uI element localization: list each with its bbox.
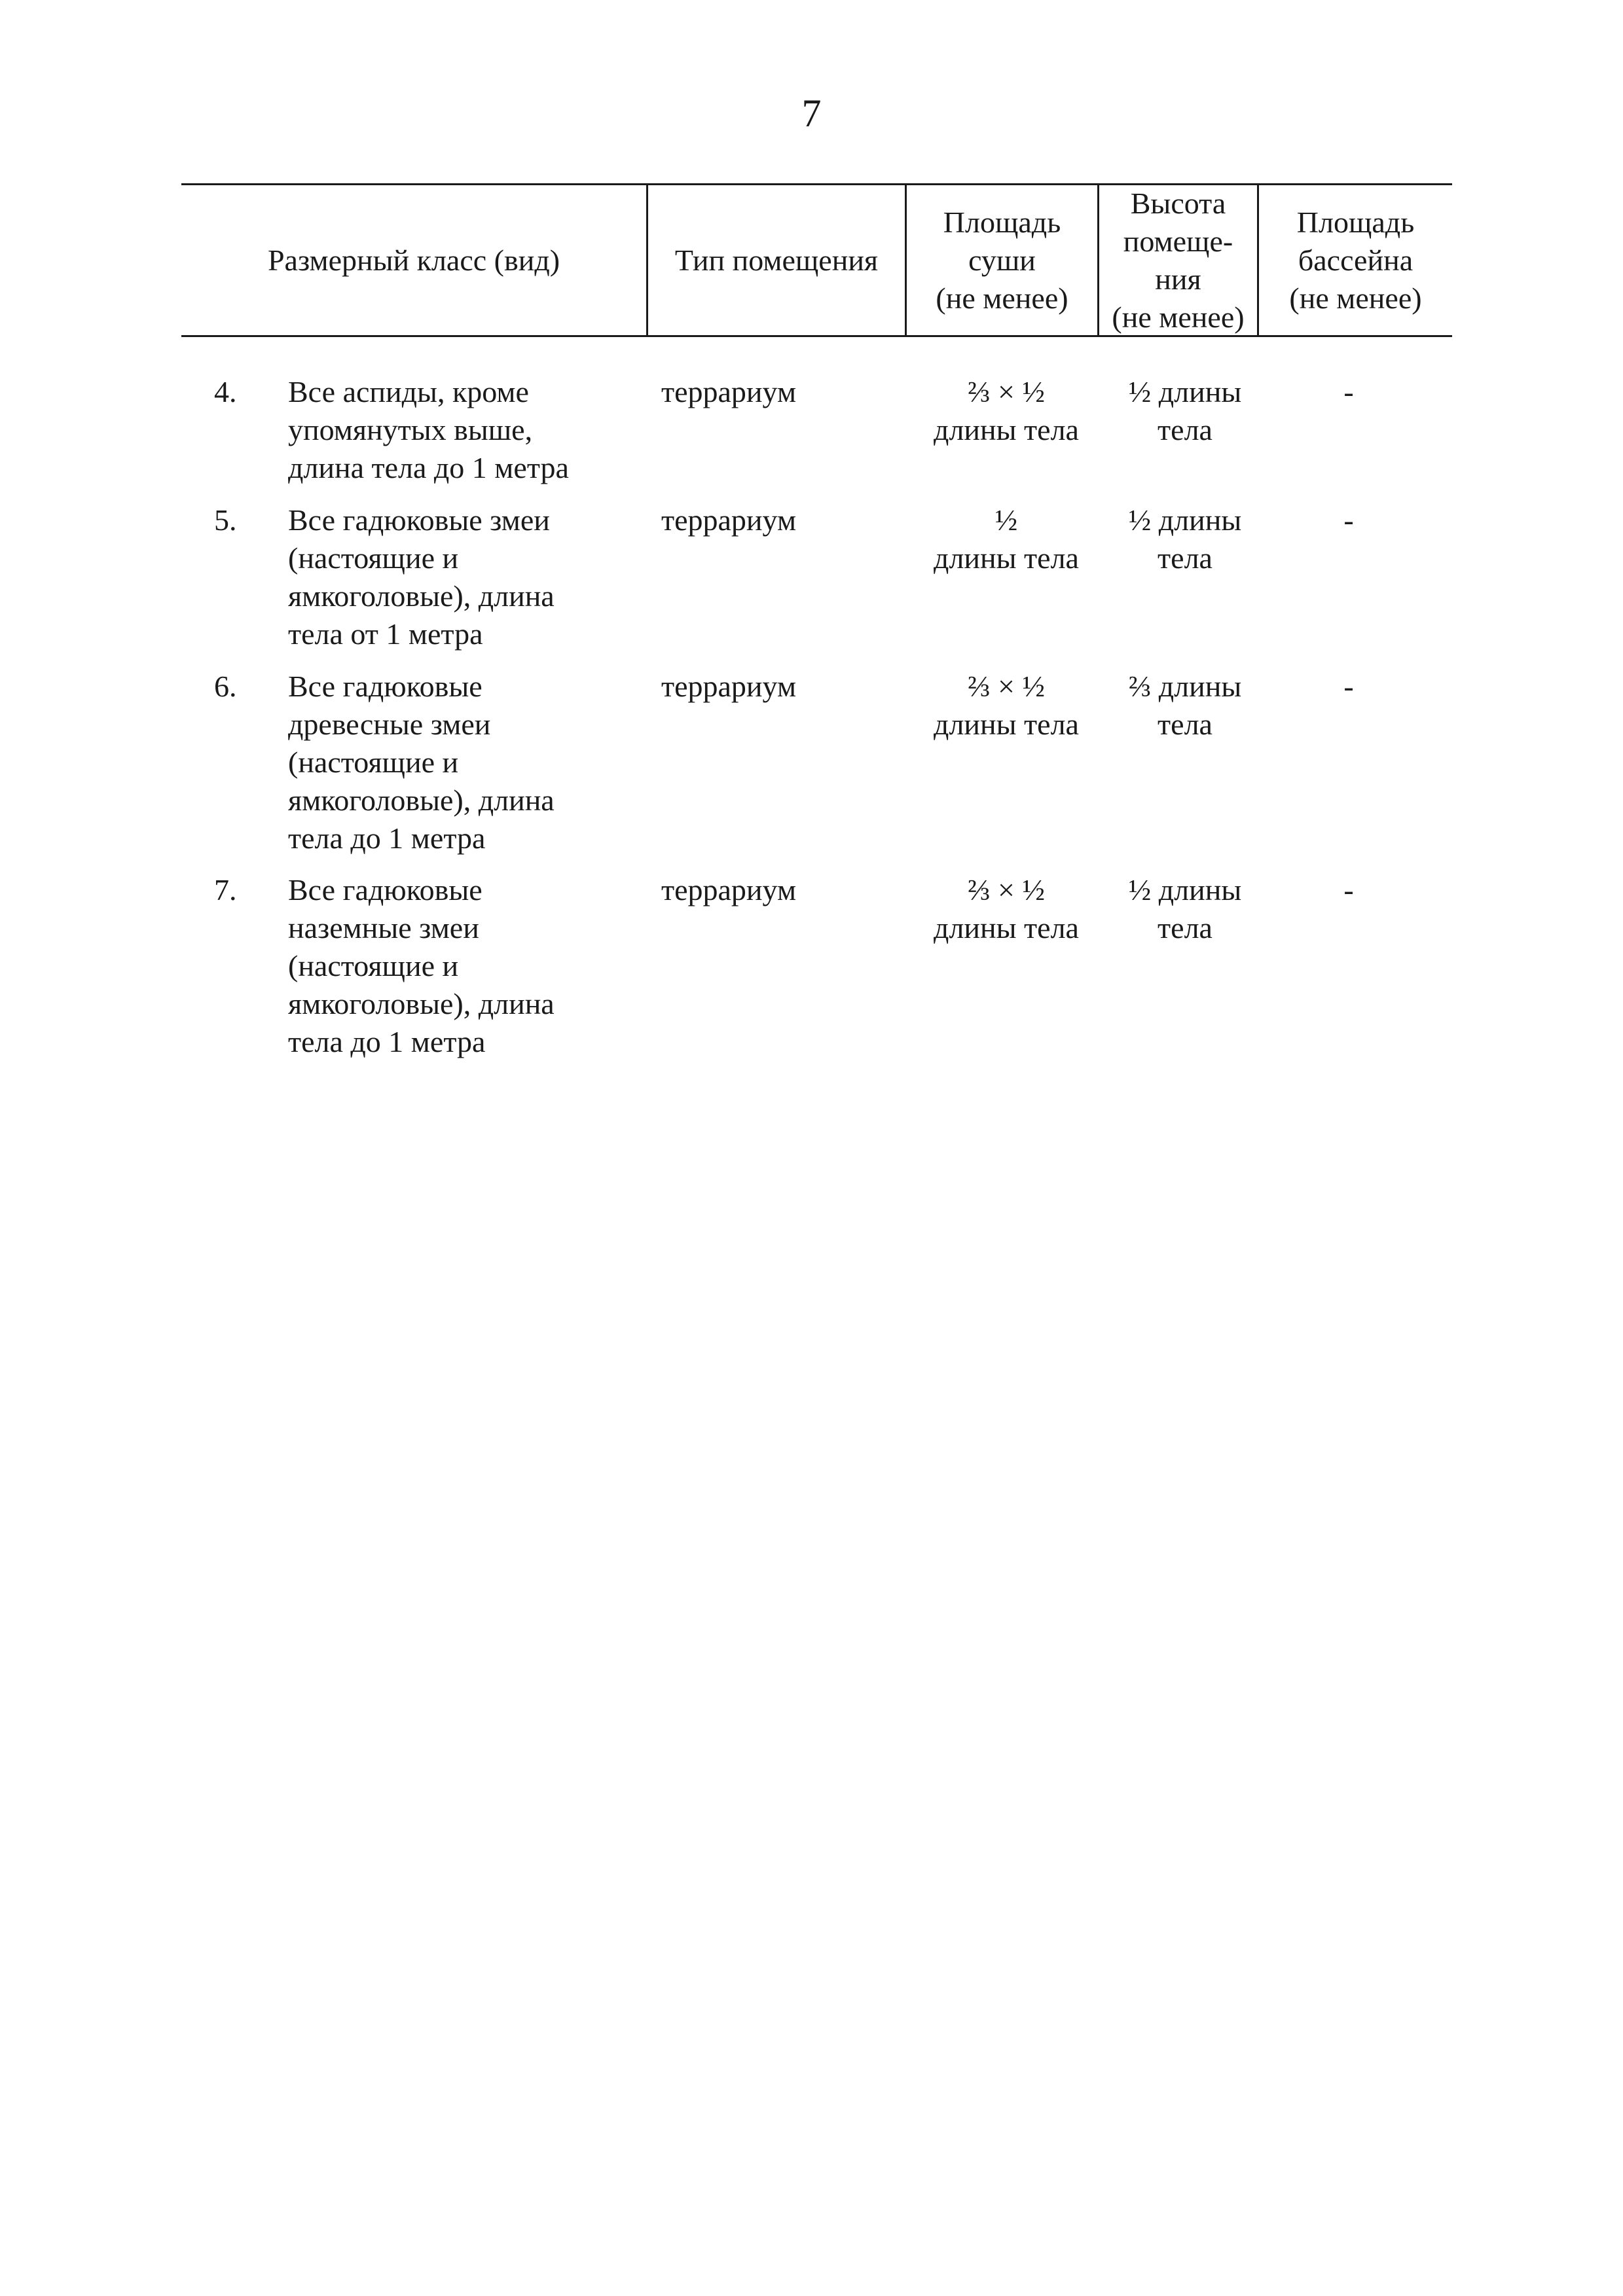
room-height-line: ⅔ длины [1128,670,1242,703]
room-height-line: ½ длины [1128,503,1242,537]
room-height-cell [1100,501,1270,577]
row-number: 4. [214,375,237,408]
room-height-cell [1100,668,1270,744]
species-line: тела от 1 метра [288,617,483,651]
header-pool-area-line: Площадь [1296,205,1415,239]
pool-area-cell: - [1343,873,1354,906]
pool-area-cell: - [1343,503,1354,537]
header-room-height-line: Высота [1130,186,1226,220]
species-cell [288,871,629,1061]
land-area-cell [911,871,1101,947]
header-species-label: Размерный класс (вид) [267,243,560,277]
header-pool-area-line: (не менее) [1289,281,1422,315]
species-cell [288,501,629,653]
room-height-line: ½ длины [1128,873,1242,906]
species-line: ямкоголовые), длина [288,987,555,1020]
species-line: древесные змеи [288,708,491,741]
room-type-cell: террариум [661,375,797,408]
species-line: упомянутых выше, [288,413,533,446]
land-area-cell [911,501,1101,577]
land-area-line: ⅔ × ½ [968,670,1045,703]
species-line: Все гадюковые [288,670,483,703]
header-bottom-rule [181,335,1452,337]
header-pool-area [1259,185,1452,335]
species-cell [288,668,629,857]
species-line: (настоящие и [288,949,459,982]
table-header [181,183,1452,337]
pool-area-cell: - [1343,670,1354,703]
species-line: тела до 1 метра [288,1025,486,1058]
land-area-line: длины тела [934,708,1079,741]
header-room-type [648,185,905,335]
row-number: 6. [214,670,237,703]
header-land-area-line: (не менее) [936,281,1068,315]
species-line: наземные змеи [288,911,479,944]
pool-area-cell: - [1343,375,1354,408]
species-cell [288,373,629,487]
header-room-height-line: помеще- [1123,224,1233,258]
room-type-cell: террариум [661,873,797,906]
header-species [181,185,646,335]
land-area-line: длины тела [934,541,1079,575]
room-height-cell [1100,871,1270,947]
species-line: длина тела до 1 метра [288,451,569,484]
room-height-line: тела [1158,708,1213,741]
species-line: (настоящие и [288,541,459,575]
land-area-cell [911,668,1101,744]
header-room-height-line: (не менее) [1112,300,1245,334]
land-area-line: ⅔ × ½ [968,375,1045,408]
header-room-type-label: Тип помещения [674,243,879,277]
header-land-area-line: Площадь [943,205,1061,239]
row-number: 5. [214,503,237,537]
room-height-line: тела [1158,541,1213,575]
room-height-line: ½ длины [1128,375,1242,408]
land-area-line: ⅔ × ½ [968,873,1045,906]
species-line: ямкоголовые), длина [288,783,555,817]
species-line: Все гадюковые [288,873,483,906]
room-height-line: тела [1158,413,1213,446]
room-height-cell [1100,373,1270,449]
species-line: ямкоголовые), длина [288,579,555,613]
page-number: 7 [801,92,822,135]
species-line: тела до 1 метра [288,821,486,855]
species-line: (настоящие и [288,745,459,779]
header-room-height [1099,185,1257,335]
room-height-line: тела [1158,911,1213,944]
land-area-cell [911,373,1101,449]
room-type-cell: террариум [661,670,797,703]
header-land-area [907,185,1097,335]
row-number: 7. [214,873,237,906]
land-area-line: ½ [994,503,1018,537]
species-line: Все аспиды, кроме [288,375,529,408]
header-room-height-line: ния [1155,262,1201,296]
land-area-line: длины тела [934,413,1079,446]
header-land-area-line: суши [968,243,1036,277]
species-line: Все гадюковые змеи [288,503,550,537]
header-pool-area-line: бассейна [1298,243,1413,277]
land-area-line: длины тела [934,911,1079,944]
room-type-cell: террариум [661,503,797,537]
